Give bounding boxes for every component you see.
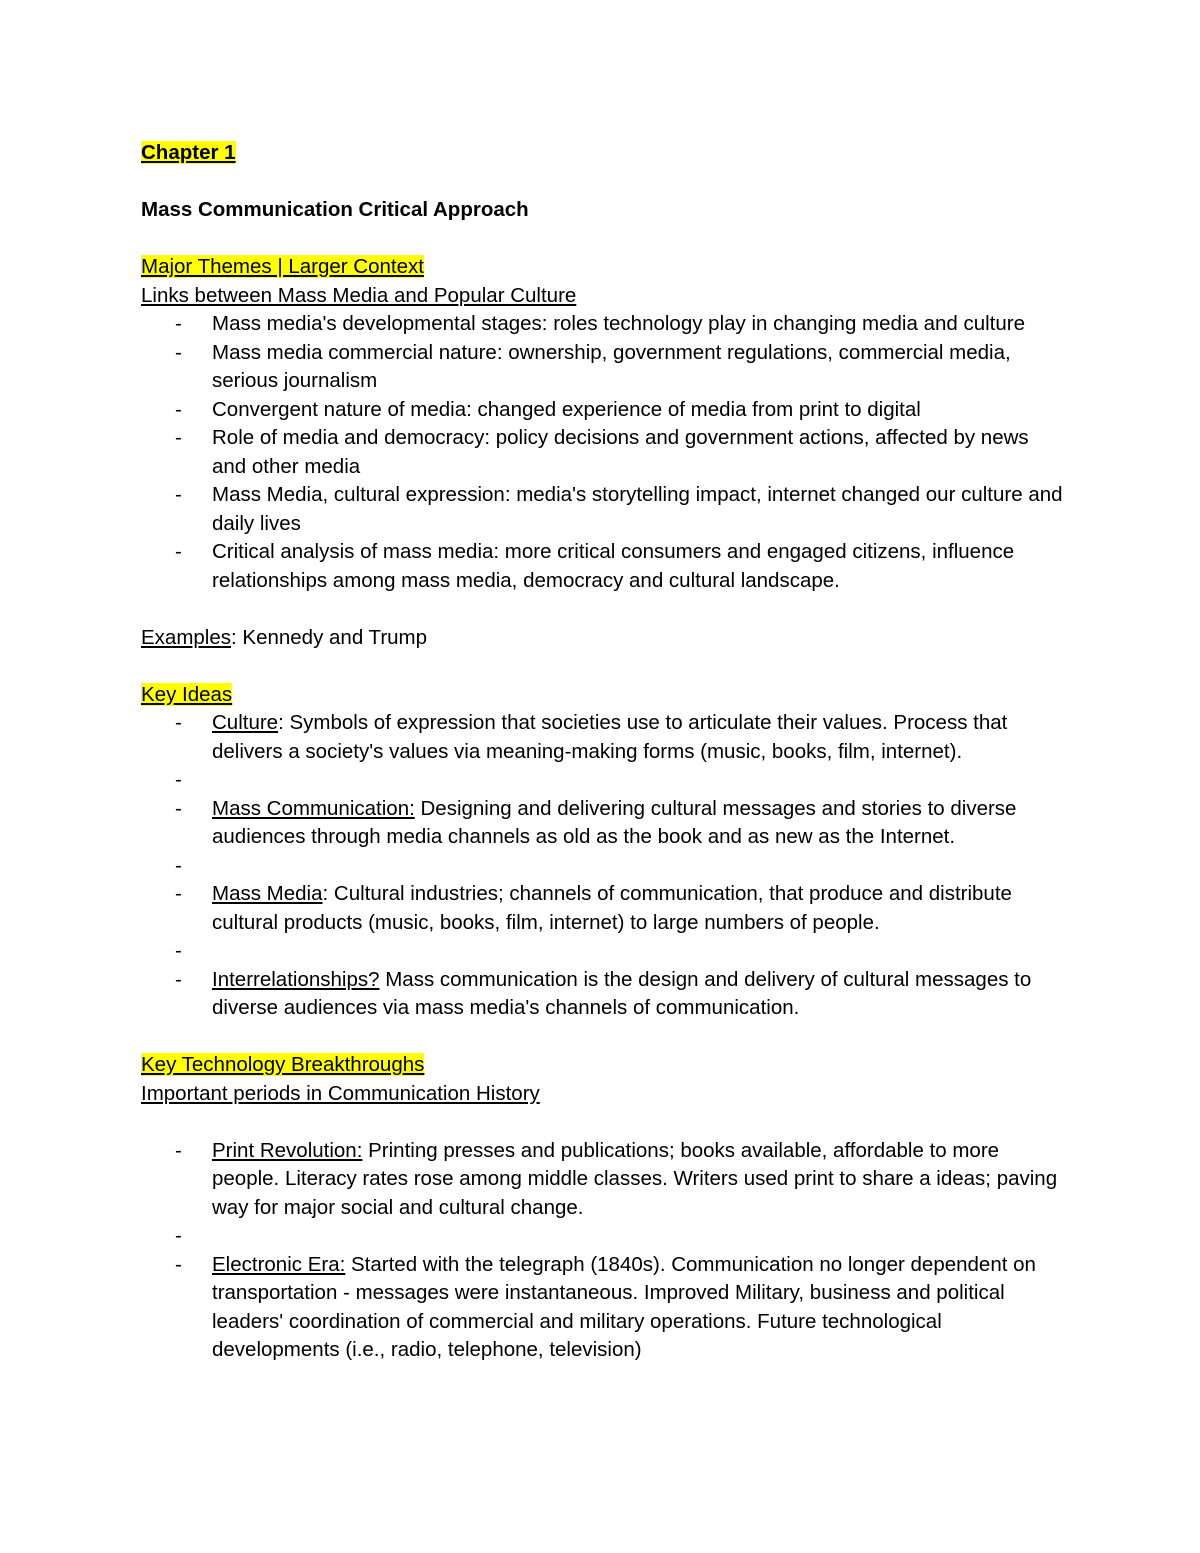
definition: Printing presses and publications; books available, affordable to more people. Literacy rates rose among middle classes. Writers used print to share a ideas; paving way for major social and cultural change. [212,1138,1058,1219]
definition: Designing and delivering cultural messages and stories to diverse audiences through media channels as old as the book and as new as the Internet. [212,796,1017,848]
list-item [141,966,1066,1023]
examples-line [141,624,1066,653]
key-tech-heading: Key Technology Breakthroughs [141,1053,425,1076]
key-tech-subheading: Important periods in Communication History [141,1081,540,1105]
major-themes-heading: Major Themes | Larger Context [141,255,424,278]
key-tech-list [141,1137,1066,1365]
term: Mass Media [212,882,323,905]
list-item: - Mass Media, cultural expression: media's storytelling impact, internet changed our culture and daily lives [141,481,1066,538]
list-item: - Role of media and democracy: policy decisions and government actions, affected by news and other media [141,424,1066,481]
list-item [141,1137,1066,1223]
definition: Started with the telegraph (1840s). Communication no longer dependent on transportation - messages were instantaneous. Improved Military, business and political leaders' coordination of commercial and military operations. Future technological developments (i.e., radio, telephone, television) [212,1252,1036,1361]
key-ideas-list [141,709,1066,1023]
document-title: Mass Communication Critical Approach [141,198,529,221]
definition: : Symbols of expression that societies use to articulate their values. Process that delivers a society's values via meaning-making forms (music, books, film, internet). [212,711,1008,763]
definition: Mass communication is the design and delivery of cultural messages to diverse audiences via mass media's channels of communication. [212,967,1032,1019]
list-item: - Critical analysis of mass media: more critical consumers and engaged citizens, influence relationships among mass media, democracy and cultural landscape. [141,538,1066,595]
examples-label: Examples [141,625,232,649]
chapter-heading: Chapter 1 [141,141,236,164]
list-item [141,709,1066,766]
list-item [141,795,1066,852]
term: Interrelationships? [212,967,380,991]
key-ideas-heading: Key Ideas [141,682,233,706]
term: Culture [212,711,279,734]
definition: : Cultural industries; channels of communication, that produce and distribute cultural products (music, books, film, internet) to large numbers of people. [212,882,1012,934]
list-item: - Convergent nature of media: changed experience of media from print to digital [141,396,1066,425]
examples-text: : Kennedy and Trump [231,625,428,649]
list-item [141,880,1066,937]
major-themes-subheading: Links between Mass Media and Popular Culture [141,283,577,307]
term: Print Revolution: [212,1138,363,1162]
document-body [141,139,1066,1365]
term: Mass Communication: [212,796,415,820]
list-item: - Mass media's developmental stages: roles technology play in changing media and culture [141,310,1066,339]
list-item [141,1251,1066,1365]
list-item: - Mass media commercial nature: ownership, government regulations, commercial media, serious journalism [141,339,1066,396]
major-themes-list [141,310,1066,595]
term: Electronic Era: [212,1252,346,1276]
